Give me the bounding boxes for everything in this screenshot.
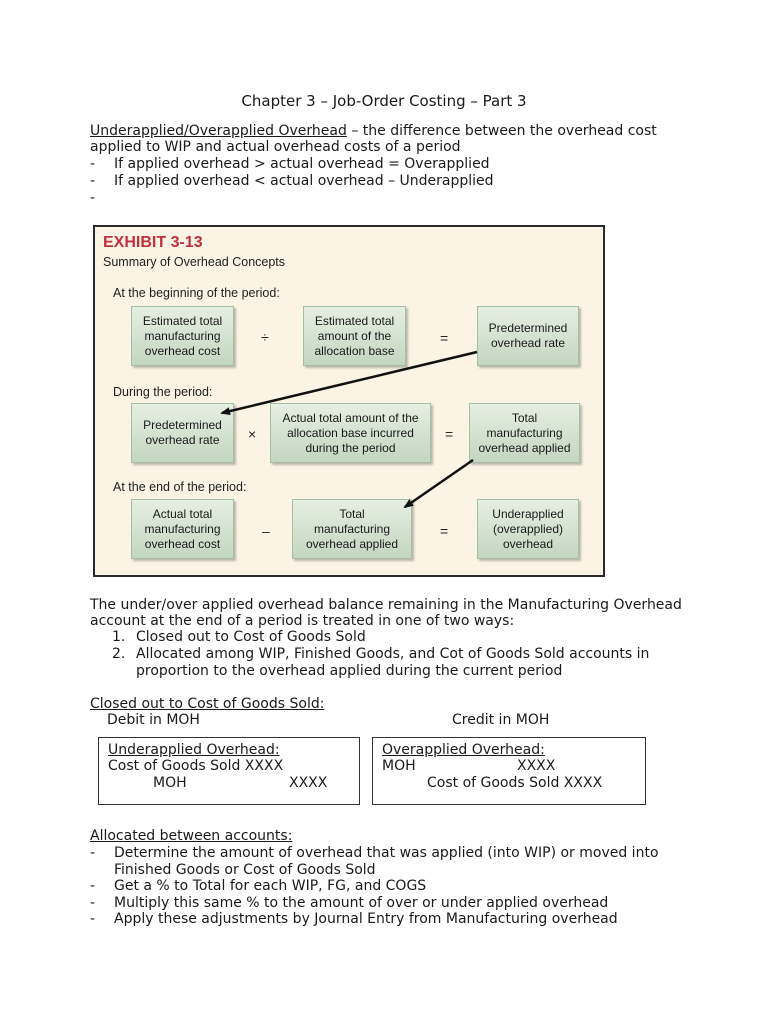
label-during-period: During the period: — [113, 385, 213, 399]
equals-operator: = — [440, 523, 449, 539]
bullet-text: Determine the amount of overhead that was applied (into WIP) or moved into — [114, 845, 659, 861]
item-text: Closed out to Cost of Goods Sold — [136, 629, 366, 645]
page-title: Chapter 3 – Job-Order Costing – Part 3 — [241, 92, 527, 110]
label-beginning-of-period: At the beginning of the period: — [113, 286, 280, 300]
definition-line-1 — [90, 123, 657, 140]
allocated-bullet-1-cont: Finished Goods or Cost of Goods Sold — [114, 862, 376, 878]
treatment-item-2 — [112, 646, 649, 663]
box-actual-total-mfg-overhead-cost: Actual total manufacturing overhead cost — [131, 499, 234, 559]
bullet-text: Multiply this same % to the amount of over or under applied overhead — [114, 895, 609, 911]
box-estimated-total-allocation-base: Estimated total amount of the allocation base — [303, 306, 406, 366]
equals-operator: = — [445, 426, 454, 442]
dash: - — [90, 911, 96, 927]
multiply-operator: × — [248, 426, 257, 442]
exhibit-subtitle: Summary of Overhead Concepts — [103, 255, 286, 269]
intro-bullet-3 — [90, 190, 114, 207]
box-predetermined-overhead-rate-during: Predetermined overhead rate — [131, 403, 234, 463]
entry-credit-moh: MOH — [153, 775, 187, 791]
exhibit-title: EXHIBIT 3-13 — [103, 234, 203, 251]
minus-operator: – — [262, 523, 270, 539]
definition-text: – the difference between the overhead cost — [346, 123, 657, 139]
item-number: 2. — [112, 646, 126, 662]
flow-arrows — [95, 227, 607, 579]
closed-out-heading: Closed out to Cost of Goods Sold: — [90, 696, 325, 712]
box-estimated-total-mfg-overhead-cost: Estimated total manufacturing overhead cost — [131, 306, 234, 366]
box-predetermined-overhead-rate: Predetermined overhead rate — [477, 306, 579, 366]
dash: - — [90, 190, 96, 206]
arrow-applied-to-end — [405, 460, 473, 507]
arrow-rate-to-during — [222, 352, 477, 413]
bullet-text: Apply these adjustments by Journal Entry from Manufacturing overhead — [114, 911, 618, 927]
box-actual-allocation-base: Actual total amount of the allocation base incurred during the period — [270, 403, 431, 463]
box-underapplied-overapplied-overhead: Underapplied (overapplied) overhead — [477, 499, 579, 559]
label-end-of-period: At the end of the period: — [113, 480, 247, 494]
definition-line-2: applied to WIP and actual overhead costs of a period — [90, 139, 461, 155]
credit-label: Credit in MOH — [452, 712, 550, 728]
entry-debit-moh: MOH — [382, 758, 416, 774]
allocated-bullet-3 — [90, 895, 608, 912]
treatment-item-1 — [112, 629, 366, 646]
allocated-bullet-4 — [90, 911, 618, 928]
dash: - — [90, 156, 96, 172]
overapplied-entry-box — [372, 737, 646, 805]
treatment-item-2-cont: proportion to the overhead applied during the current period — [136, 663, 563, 679]
entry-credit-cogs: Cost of Goods Sold XXXX — [427, 775, 603, 791]
exhibit-3-13-figure — [93, 225, 605, 577]
allocated-heading: Allocated between accounts: — [90, 828, 293, 844]
entry-credit-moh-amount: XXXX — [289, 775, 328, 791]
item-text: Allocated among WIP, Finished Goods, and Cot of Goods Sold accounts in — [136, 646, 650, 662]
bullet-text: Get a % to Total for each WIP, FG, and COGS — [114, 878, 427, 894]
term-underapplied-overapplied: Underapplied/Overapplied Overhead — [90, 123, 347, 139]
debit-label: Debit in MOH — [107, 712, 200, 728]
underapplied-entry-box — [98, 737, 360, 805]
entry-debit-moh-amount: XXXX — [517, 758, 556, 774]
treatment-line-2: account at the end of a period is treated in one of two ways: — [90, 613, 515, 629]
overapplied-heading: Overapplied Overhead: — [382, 742, 545, 758]
treatment-line-1: The under/over applied overhead balance remaining in the Manufacturing Overhead — [90, 597, 682, 613]
equals-operator: = — [440, 330, 449, 346]
dash: - — [90, 845, 96, 861]
intro-bullet-1 — [90, 156, 490, 173]
dash: - — [90, 895, 96, 911]
box-total-mfg-overhead-applied: Total manufacturing overhead applied — [469, 403, 580, 463]
allocated-bullet-1 — [90, 845, 659, 862]
allocated-bullet-2 — [90, 878, 426, 895]
item-number: 1. — [112, 629, 126, 645]
divide-operator: ÷ — [261, 329, 269, 345]
box-total-mfg-overhead-applied-end: Total manufacturing overhead applied — [292, 499, 412, 559]
intro-bullet-text: If applied overhead < actual overhead – Underapplied — [114, 173, 494, 189]
intro-bullet-text: If applied overhead > actual overhead = Overapplied — [114, 156, 490, 172]
intro-bullet-2 — [90, 173, 494, 190]
entry-debit-cogs: Cost of Goods Sold XXXX — [108, 758, 284, 774]
underapplied-heading: Underapplied Overhead: — [108, 742, 280, 758]
dash: - — [90, 173, 96, 189]
dash: - — [90, 878, 96, 894]
